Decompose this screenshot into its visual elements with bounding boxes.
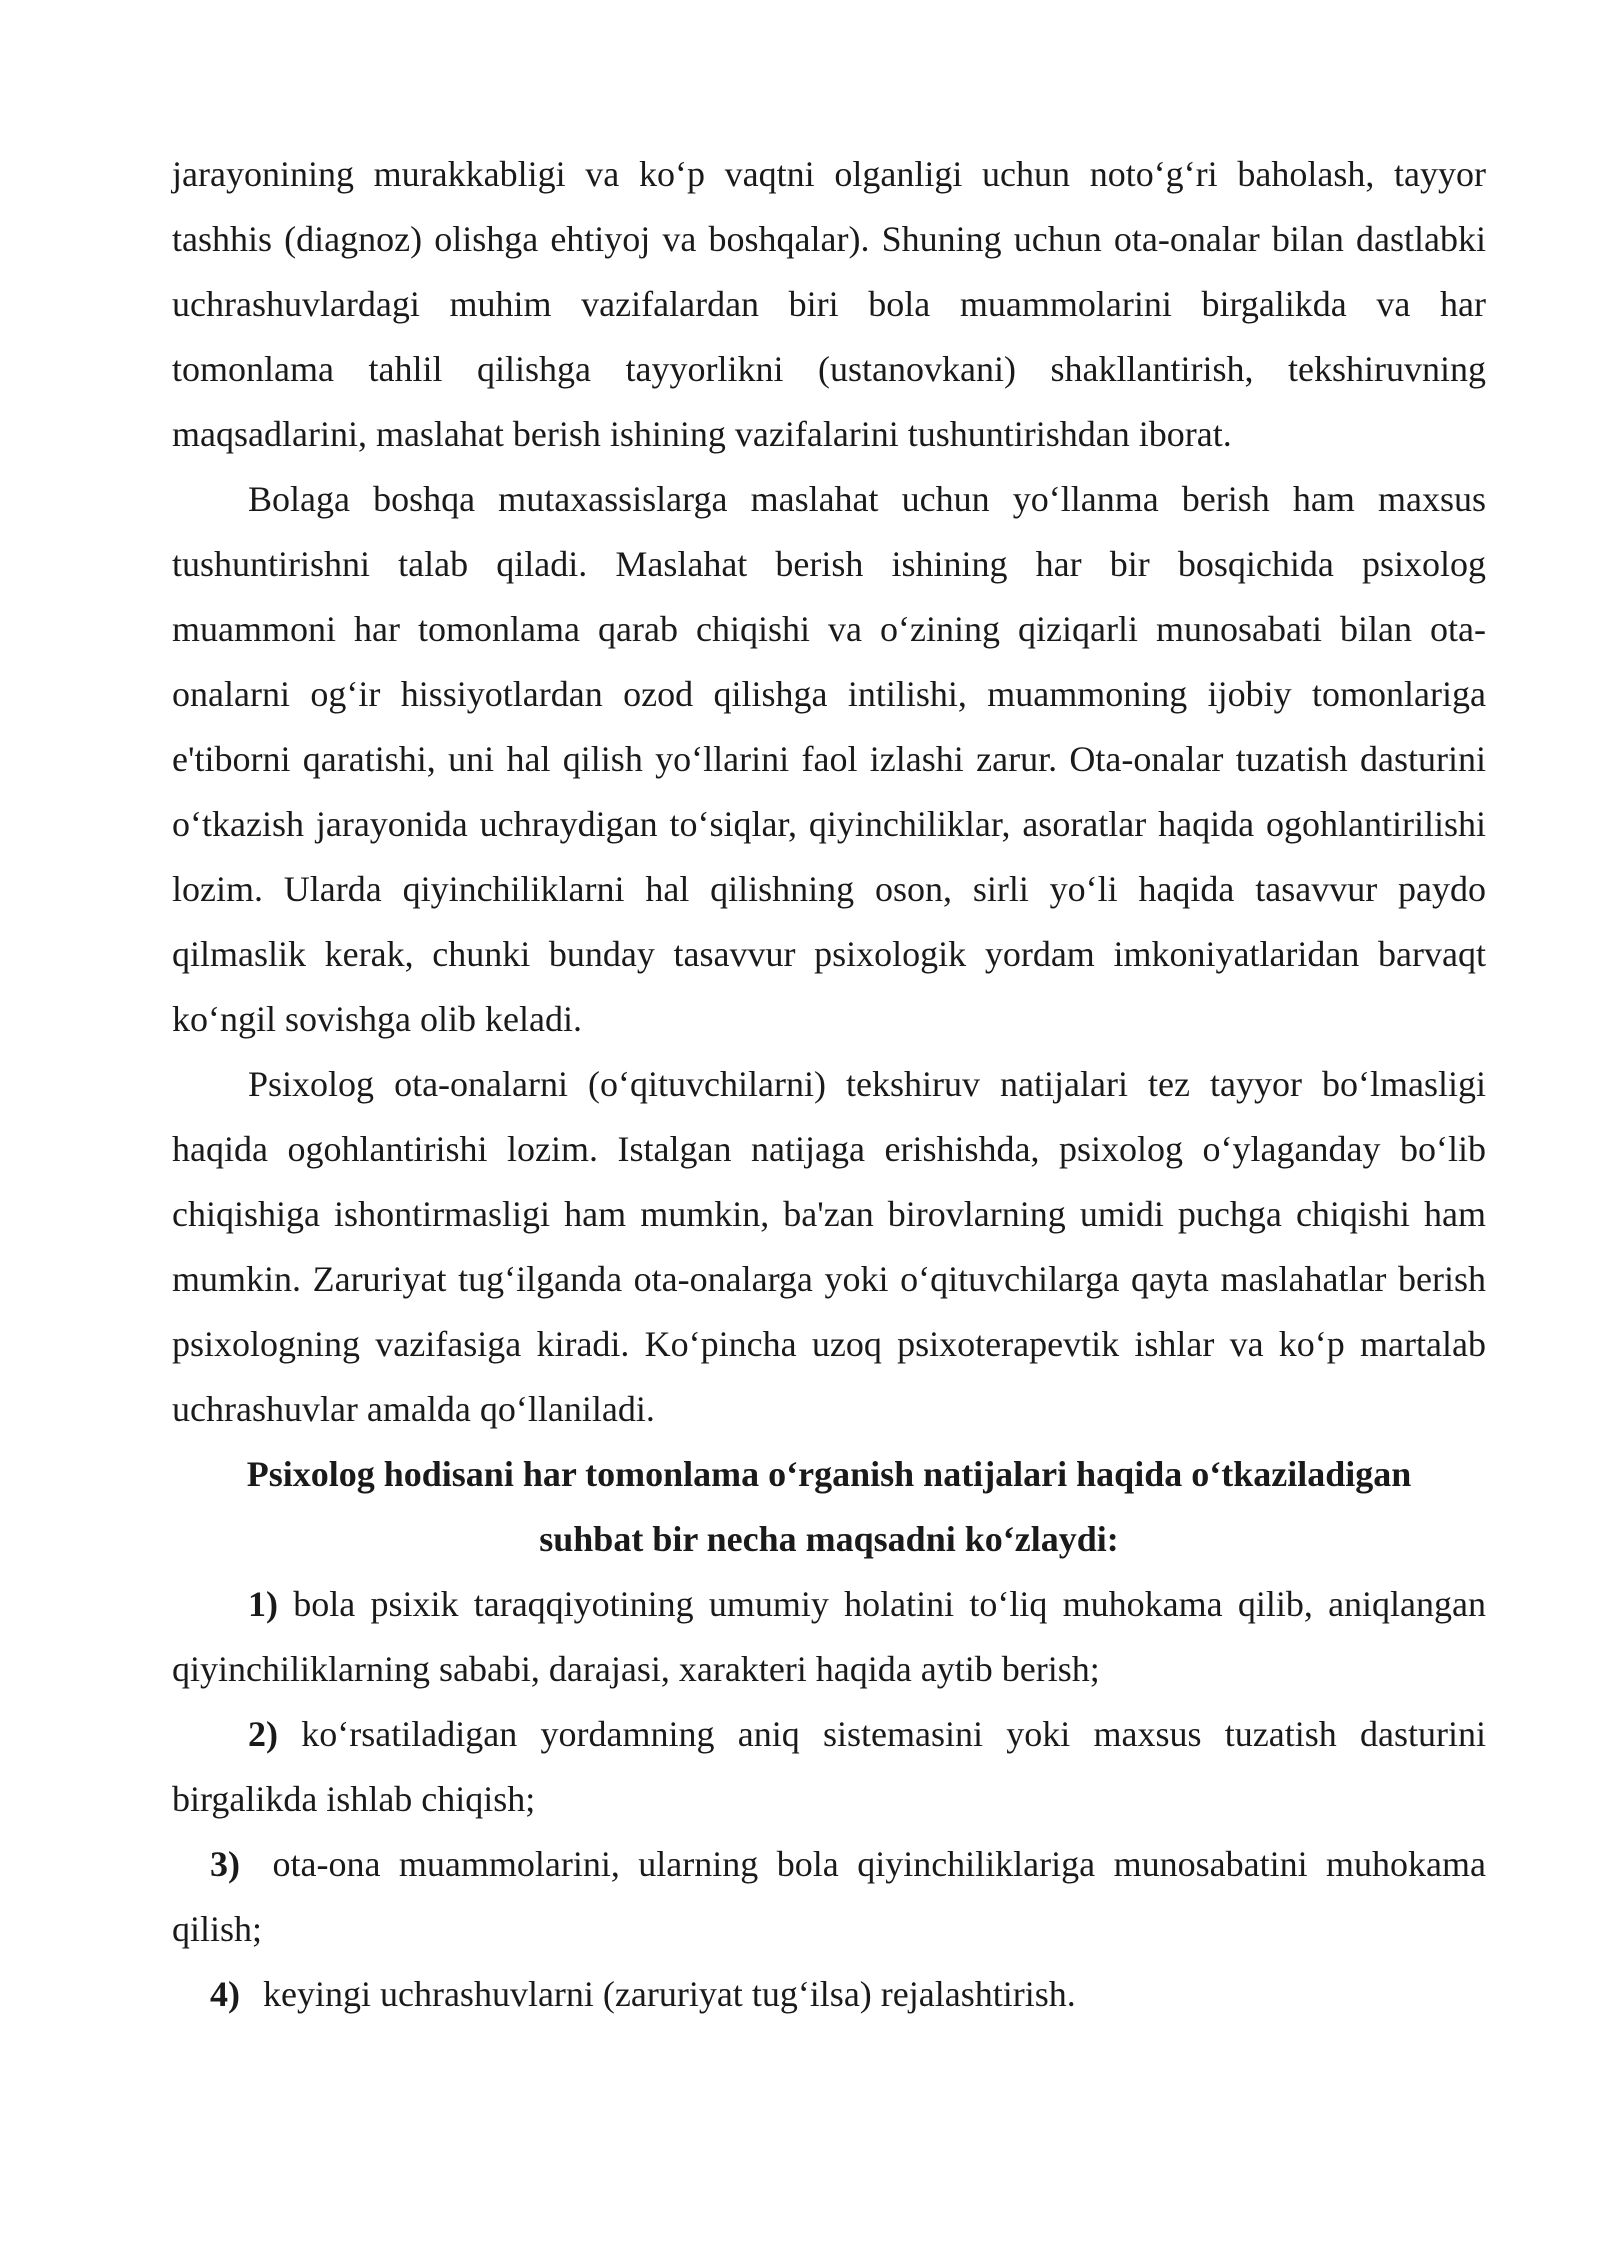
list-item-text: bola psixik taraqqiyotining umumiy holatini to‘liq muhokama qilib, aniqlangan qiyinchiliklarning sababi, darajasi, xarakteri haqida aytib berish; [172, 1584, 1487, 1689]
list-item-number: 3) [210, 1844, 240, 1884]
section-heading [172, 1442, 1486, 1572]
section-heading-line-1: Psixolog hodisani har tomonlama o‘rganish natijalari haqida o‘tkaziladigan [246, 1454, 1412, 1494]
list-item-1 [172, 1572, 1486, 1702]
paragraph-1: jarayonining murakkabligi va ko‘p vaqtni olganligi uchun noto‘g‘ri baholash, tayyor tashhis (diagnoz) olishga ehtiyoj va boshqalar). Shuning uchun ota-onalar bilan dastlabki uchrashuvlardagi muhim vazifalardan biri bola muammolarini birgalikda va har tomonlama tahlil qilishga tayyorlikni (ustanovkani) shakllantirish, tekshiruvning maqsadlarini, maslahat berish ishining vazifalarini tushuntirishdan iborat. [172, 154, 1486, 454]
list-item-number: 1) [248, 1584, 278, 1624]
list-item-number: 2) [248, 1714, 278, 1754]
paragraph-2: Bolaga boshqa mutaxassislarga maslahat uchun yo‘llanma berish ham maxsus tushuntirishni talab qiladi. Maslahat berish ishining har bir bosqichida psixolog muammoni har tomonlama qarab chiqishi va o‘zining qiziqarli munosabati bilan ota-onalarni og‘ir hissiyotlardan ozod qilishga intilishi, muammoning ijobiy tomonlariga e'tiborni qaratishi, uni hal qilish yo‘llarini faol izlashi zarur. Ota-onalar tuzatish dasturini o‘tkazish jarayonida uchraydigan to‘siqlar, qiyinchiliklar, asoratlar haqida ogohlantirilishi lozim. Ularda qiyinchiliklarni hal qilishning oson, sirli yo‘li haqida tasavvur paydo qilmaslik kerak, chunki bunday tasavvur psixologik yordam imkoniyatlaridan barvaqt ko‘ngil sovishga olib keladi. [172, 479, 1486, 1039]
list-item-number: 4) [210, 1974, 240, 2014]
section-heading-line-2: suhbat bir necha maqsadni ko‘zlaydi: [539, 1519, 1119, 1559]
document-page [172, 142, 1486, 2027]
list-item-4 [172, 1962, 1486, 2027]
list-item-3 [172, 1832, 1486, 1962]
list-item-text: ota-ona muammolarini, ularning bola qiyinchiliklariga munosabatini muhokama qilish; [172, 1844, 1486, 1949]
list-item-text: keyingi uchrashuvlarni (zaruriyat tug‘ilsa) rejalashtirish. [263, 1974, 1076, 2014]
paragraph-3: Psixolog ota-onalarni (o‘qituvchilarni) tekshiruv natijalari tez tayyor bo‘lmasligi haqida ogohlantirishi lozim. Istalgan natijaga erishishda, psixolog o‘ylaganday bo‘lib chiqishiga ishontirmasligi ham mumkin, ba'zan birovlarning umidi puchga chiqishi ham mumkin. Zaruriyat tug‘ilganda ota-onalarga yoki o‘qituvchilarga qayta maslahatlar berish psixologning vazifasiga kiradi. Ko‘pincha uzoq psixoterapevtik ishlar va ko‘p martalab uchrashuvlar amalda qo‘llaniladi. [172, 1064, 1486, 1429]
list-item-2 [172, 1702, 1486, 1832]
list-item-text: ko‘rsatiladigan yordamning aniq sistemasini yoki maxsus tuzatish dasturini birgalikda ishlab chiqish; [172, 1714, 1487, 1819]
